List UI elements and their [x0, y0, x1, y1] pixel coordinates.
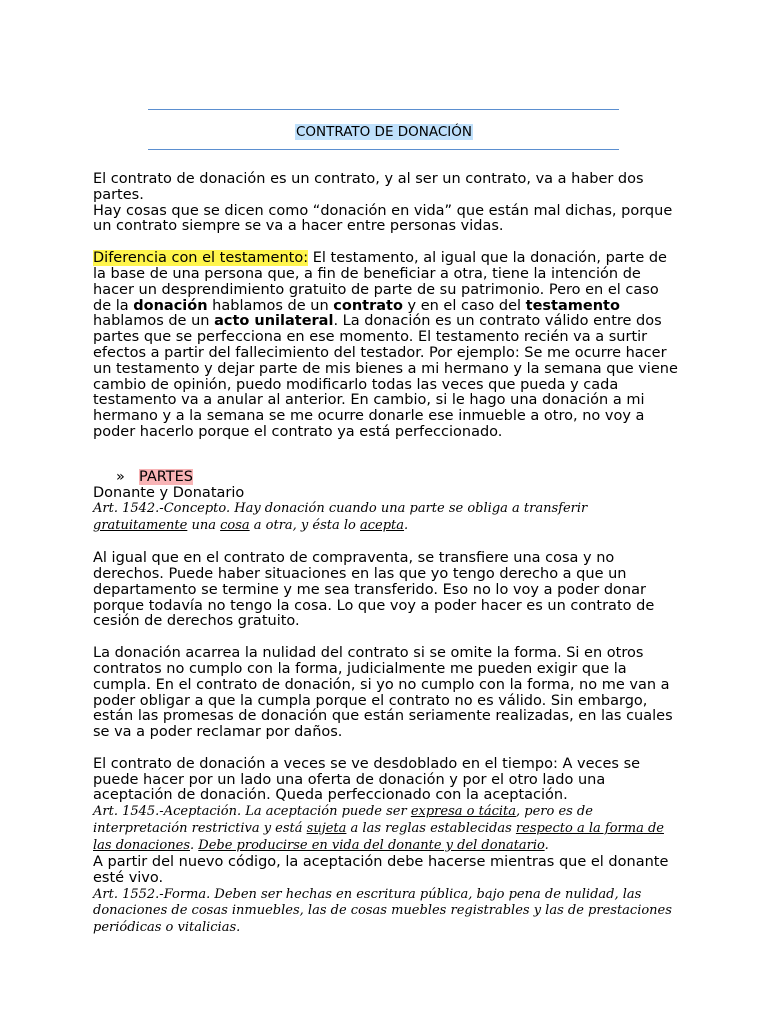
intro-paragraph-1: El contrato de donación es un contrato, y al ser un contrato, va a haber dos partes. — [93, 171, 644, 203]
partes-heading — [93, 470, 679, 486]
compraventa-paragraph: Al igual que en el contrato de compraventa, se transfiere una cosa y no derechos. Puede haber situaciones en las que yo tengo derecho a que un departamento se termine y me sea transferido. Eso no lo voy a poder donar porque todavía no tengo la cosa. Lo que voy a poder hacer es un contrato de cesión de derechos gratuito. — [93, 550, 655, 630]
nuevo-codigo-paragraph: A partir del nuevo código, la aceptación debe hacerse mientras que el donante esté vivo. — [93, 853, 669, 886]
diferencia-label: Diferencia con el testamento: — [93, 250, 309, 267]
bullet-icon: » — [116, 468, 125, 485]
document-body — [93, 172, 679, 937]
partes-label: PARTES — [139, 468, 193, 485]
article-1545: Art. 1545.-Aceptación. La aceptación puede ser expresa o tácita, pero es de interpretación restrictiva y está sujeta a las reglas establecidas respecto a la forma de las donaciones. Debe producirse en vida del donante y del donatario. — [93, 804, 664, 854]
diferencia-paragraph: Diferencia con el testamento: El testamento, al igual que la donación, parte de la base de una persona que, a fin de beneficiar a otra, tiene la intención de hacer un desprendimiento gratuito de parte de su patrimonio. Pero en el caso de la donación hablamos de un contrato y en el caso del testamento hablamos de un acto unilateral. La donación es un contrato válido entre dos partes que se perfecciona en ese momento. El testamento recién va a surtir efectos a partir del fallecimiento del testador. Por ejemplo: Se me ocurre hacer un testamento y dejar parte de mis bienes a mi hermano y la semana que viene cambio de opinión, puedo modificarlo todas las veces que pueda y cada testamento va a anular al anterior. En cambio, si le hago una donación a mi hermano y a la semana se me ocurre donarle ese inmueble a otro, no voy a poder hacerlo porque el contrato ya está perfeccionado. — [93, 250, 678, 440]
title-rule-bottom — [148, 149, 619, 150]
title-rule-top — [148, 109, 619, 110]
intro-paragraph-2: Hay cosas que se dicen como “donación en vida” que están mal dichas, porque un contrato siempre se va a hacer entre personas vidas. — [93, 202, 673, 235]
partes-subtitle: Donante y Donatario — [93, 484, 245, 501]
nulidad-paragraph: La donación acarrea la nulidad del contrato si se omite la forma. Si en otros contratos no cumplo con la forma, judicialmente me pueden exigir que la cumpla. En el contrato de donación, si yo no cumplo con la forma, no me van a poder obligar a que la cumpla porque el contrato no es válido. Sin embargo, están las promesas de donación que están seriamente realizadas, en las cuales se va a poder reclamar por daños. — [93, 645, 673, 741]
title-wrap — [0, 121, 768, 140]
document-title: CONTRATO DE DONACIÓN — [295, 124, 473, 140]
desdoblado-paragraph: El contrato de donación a veces se ve desdoblado en el tiempo: A veces se puede hacer por un lado una oferta de donación y por el otro lado una aceptación de donación. Queda perfeccionado con la aceptación. — [93, 755, 641, 804]
article-1542: Art. 1542.-Concepto. Hay donación cuando una parte se obliga a transferir gratuitamente una cosa a otra, y ésta lo acepta. — [93, 501, 588, 534]
article-1552: Art. 1552.-Forma. Deben ser hechas en escritura pública, bajo pena de nulidad, las donaciones de cosas inmuebles, las de cosas muebles registrables y las de prestaciones periódicas o vitalicias. — [93, 886, 672, 936]
